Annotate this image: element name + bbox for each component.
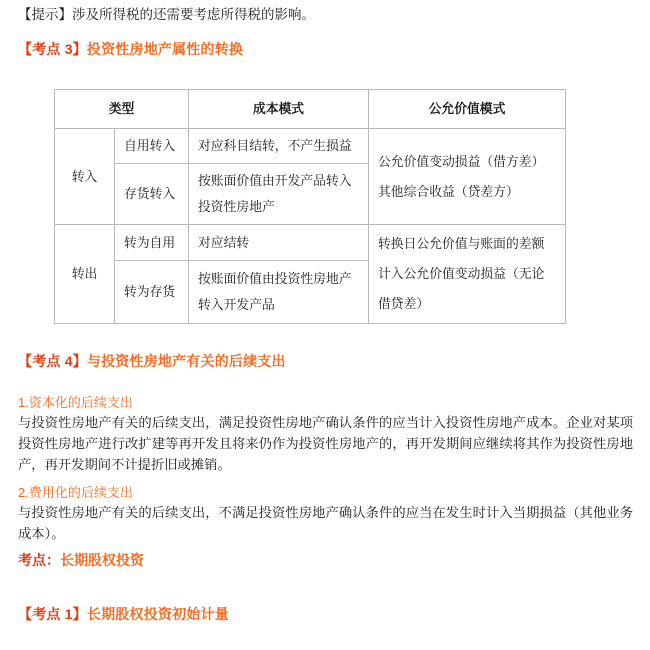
table-row	[55, 225, 566, 261]
cost-model-self-use-in: 对应科目结转，不产生损益	[189, 129, 369, 164]
subheading-capitalized: 1.资本化的后续支出	[18, 395, 133, 410]
conversion-table-wrapper	[54, 89, 565, 324]
heading-kaodian-4-tag: 【考点 4】	[18, 353, 87, 369]
group-label-transfer-out: 转出	[55, 225, 115, 324]
conversion-table	[54, 89, 566, 324]
heading-kaodian-1	[18, 604, 229, 624]
heading-kaodian-1-tag: 【考点 1】	[18, 606, 87, 622]
heading-kaodian-3	[18, 39, 243, 59]
cost-model-to-inventory: 按账面价值由投资性房地产转入开发产品	[189, 261, 369, 324]
paragraph-expensed: 与投资性房地产有关的后续支出，不满足投资性房地产确认条件的应当在发生时计入当期损益（其他业务成本）。	[18, 505, 633, 541]
fair-value-line: 其他综合收益（贷差方）	[378, 183, 519, 199]
fair-value-transfer-out	[369, 225, 566, 324]
subtype-self-use-in: 自用转入	[115, 129, 189, 164]
fair-value-transfer-in	[369, 129, 566, 225]
table-header-row	[55, 90, 566, 129]
heading-kaodian-1-title: 长期股权投资初始计量	[86, 606, 229, 622]
subtype-to-inventory: 转为存货	[115, 261, 189, 324]
heading-kaodian-3-tag: 【考点 3】	[18, 41, 87, 57]
cost-model-to-self-use: 对应结转	[189, 225, 369, 261]
heading-kaodian-4	[18, 351, 286, 371]
heading-section-long-term-equity	[18, 550, 144, 570]
heading-kaodian-3-title: 投资性房地产属性的转换	[86, 41, 244, 57]
cost-model-inventory-in: 按账面价值由开发产品转入投资性房地产	[189, 164, 369, 225]
fair-value-line: 公允价值变动损益（借方差）	[378, 153, 545, 169]
group-label-transfer-in: 转入	[55, 129, 115, 225]
table-row	[55, 129, 566, 164]
paragraph-capitalized: 与投资性房地产有关的后续支出，满足投资性房地产确认条件的应当计入投资性房地产成本。企业对某项投资性房地产进行改扩建等再开发且将来仍作为投资性房地产的，再开发期间应继续将其作为投资性房地产，再开发期间不计提折旧或摊销。	[18, 415, 633, 472]
heading-section-tag: 考点：	[18, 552, 60, 568]
table-header-fair-value-model: 公允价值模式	[369, 90, 566, 129]
heading-kaodian-4-title: 与投资性房地产有关的后续支出	[86, 353, 286, 369]
heading-section-title: 长期股权投资	[60, 552, 144, 568]
table-header-type: 类型	[55, 90, 189, 129]
fair-value-line: 转换日公允价值与账面的差额计入公允价值变动损益（无论借贷差）	[378, 236, 545, 311]
table-header-cost-model: 成本模式	[189, 90, 369, 129]
subtype-inventory-in: 存货转入	[115, 164, 189, 225]
subheading-expensed: 2.费用化的后续支出	[18, 485, 133, 500]
tip-note: 【提示】涉及所得税的还需要考虑所得税的影响。	[18, 7, 315, 22]
subtype-to-self-use: 转为自用	[115, 225, 189, 261]
